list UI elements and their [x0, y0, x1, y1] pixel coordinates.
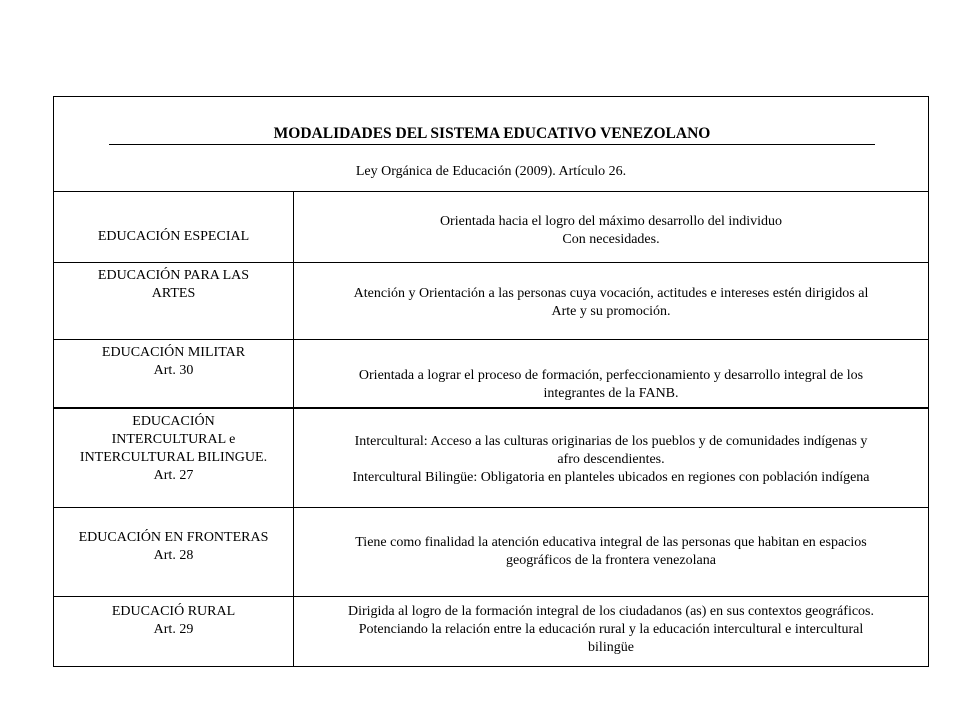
modality-description-line: geográficos de la frontera venezolana — [506, 553, 716, 568]
modality-description-cell — [294, 508, 928, 596]
modality-name-line: EDUCACIÓN ESPECIAL — [97, 229, 250, 244]
modality-name-line: Art. 30 — [153, 363, 194, 378]
table-row-artes — [54, 263, 928, 340]
table-row-militar — [54, 340, 928, 409]
modality-name-line: EDUCACIÓ RURAL — [111, 604, 236, 619]
modality-description-cell — [294, 409, 928, 507]
table-row-intercultural — [54, 409, 928, 508]
modality-description-line: Intercultural: Acceso a las culturas originarias de los pueblos y de comunidades indígenas y — [354, 434, 868, 449]
table-row-fronteras — [54, 508, 928, 597]
modality-name-line: Art. 27 — [153, 468, 194, 483]
table-subtitle: Ley Orgánica de Educación (2009). Artículo 26. — [355, 164, 627, 179]
modality-description-line: Intercultural Bilingüe: Obligatoria en planteles ubicados en regiones con población indígena — [352, 470, 870, 485]
modality-name-line: ARTES — [151, 286, 196, 301]
modality-description-cell — [294, 597, 928, 666]
modality-name-line: INTERCULTURAL e — [111, 432, 236, 447]
table-header — [54, 97, 928, 192]
modality-name-line: EDUCACIÓN MILITAR — [101, 345, 246, 360]
modality-description-cell — [294, 192, 928, 262]
modality-name-line: EDUCACIÓN — [132, 414, 215, 429]
modality-name-line: Art. 29 — [153, 622, 194, 637]
modality-description-line: Orientada a lograr el proceso de formación, perfeccionamiento y desarrollo integral de los — [358, 368, 864, 383]
modality-name-line: INTERCULTURAL BILINGUE. — [79, 450, 268, 465]
modality-name-cell — [54, 409, 294, 507]
modality-description-line: integrantes de la FANB. — [543, 386, 679, 401]
modality-description-cell — [294, 263, 928, 339]
modality-description-line: afro descendientes. — [557, 452, 665, 467]
modality-description-line: bilingüe — [588, 640, 634, 655]
modality-description-line: Atención y Orientación a las personas cuya vocación, actitudes e intereses estén dirigidos al — [353, 286, 869, 301]
table-title: MODALIDADES DEL SISTEMA EDUCATIVO VENEZOLANO — [109, 124, 875, 145]
modality-description-line: Orientada hacia el logro del máximo desarrollo del individuo — [439, 214, 783, 229]
modality-description-line: Tiene como finalidad la atención educativa integral de las personas que habitan en espacios — [355, 535, 867, 550]
modality-description-cell — [294, 340, 928, 407]
modality-name-cell — [54, 340, 294, 407]
modality-description-line: Potenciando la relación entre la educación rural y la educación intercultural e intercultural — [358, 622, 864, 637]
modality-name-line: EDUCACIÓN EN FRONTERAS — [78, 530, 269, 545]
modality-name-line: EDUCACIÓN PARA LAS — [97, 268, 250, 283]
modality-description-line: Dirigida al logro de la formación integral de los ciudadanos (as) en sus contextos geográficos. — [347, 604, 874, 619]
modality-name-cell — [54, 508, 294, 596]
modality-name-line: Art. 28 — [153, 548, 194, 563]
modality-description-line: Con necesidades. — [562, 232, 660, 247]
modalities-table — [53, 96, 929, 667]
table-row-especial — [54, 192, 928, 263]
modality-name-cell — [54, 597, 294, 666]
modality-name-cell — [54, 263, 294, 339]
modality-description-line: Arte y su promoción. — [551, 304, 671, 319]
table-row-rural — [54, 597, 928, 666]
modality-name-cell — [54, 192, 294, 262]
